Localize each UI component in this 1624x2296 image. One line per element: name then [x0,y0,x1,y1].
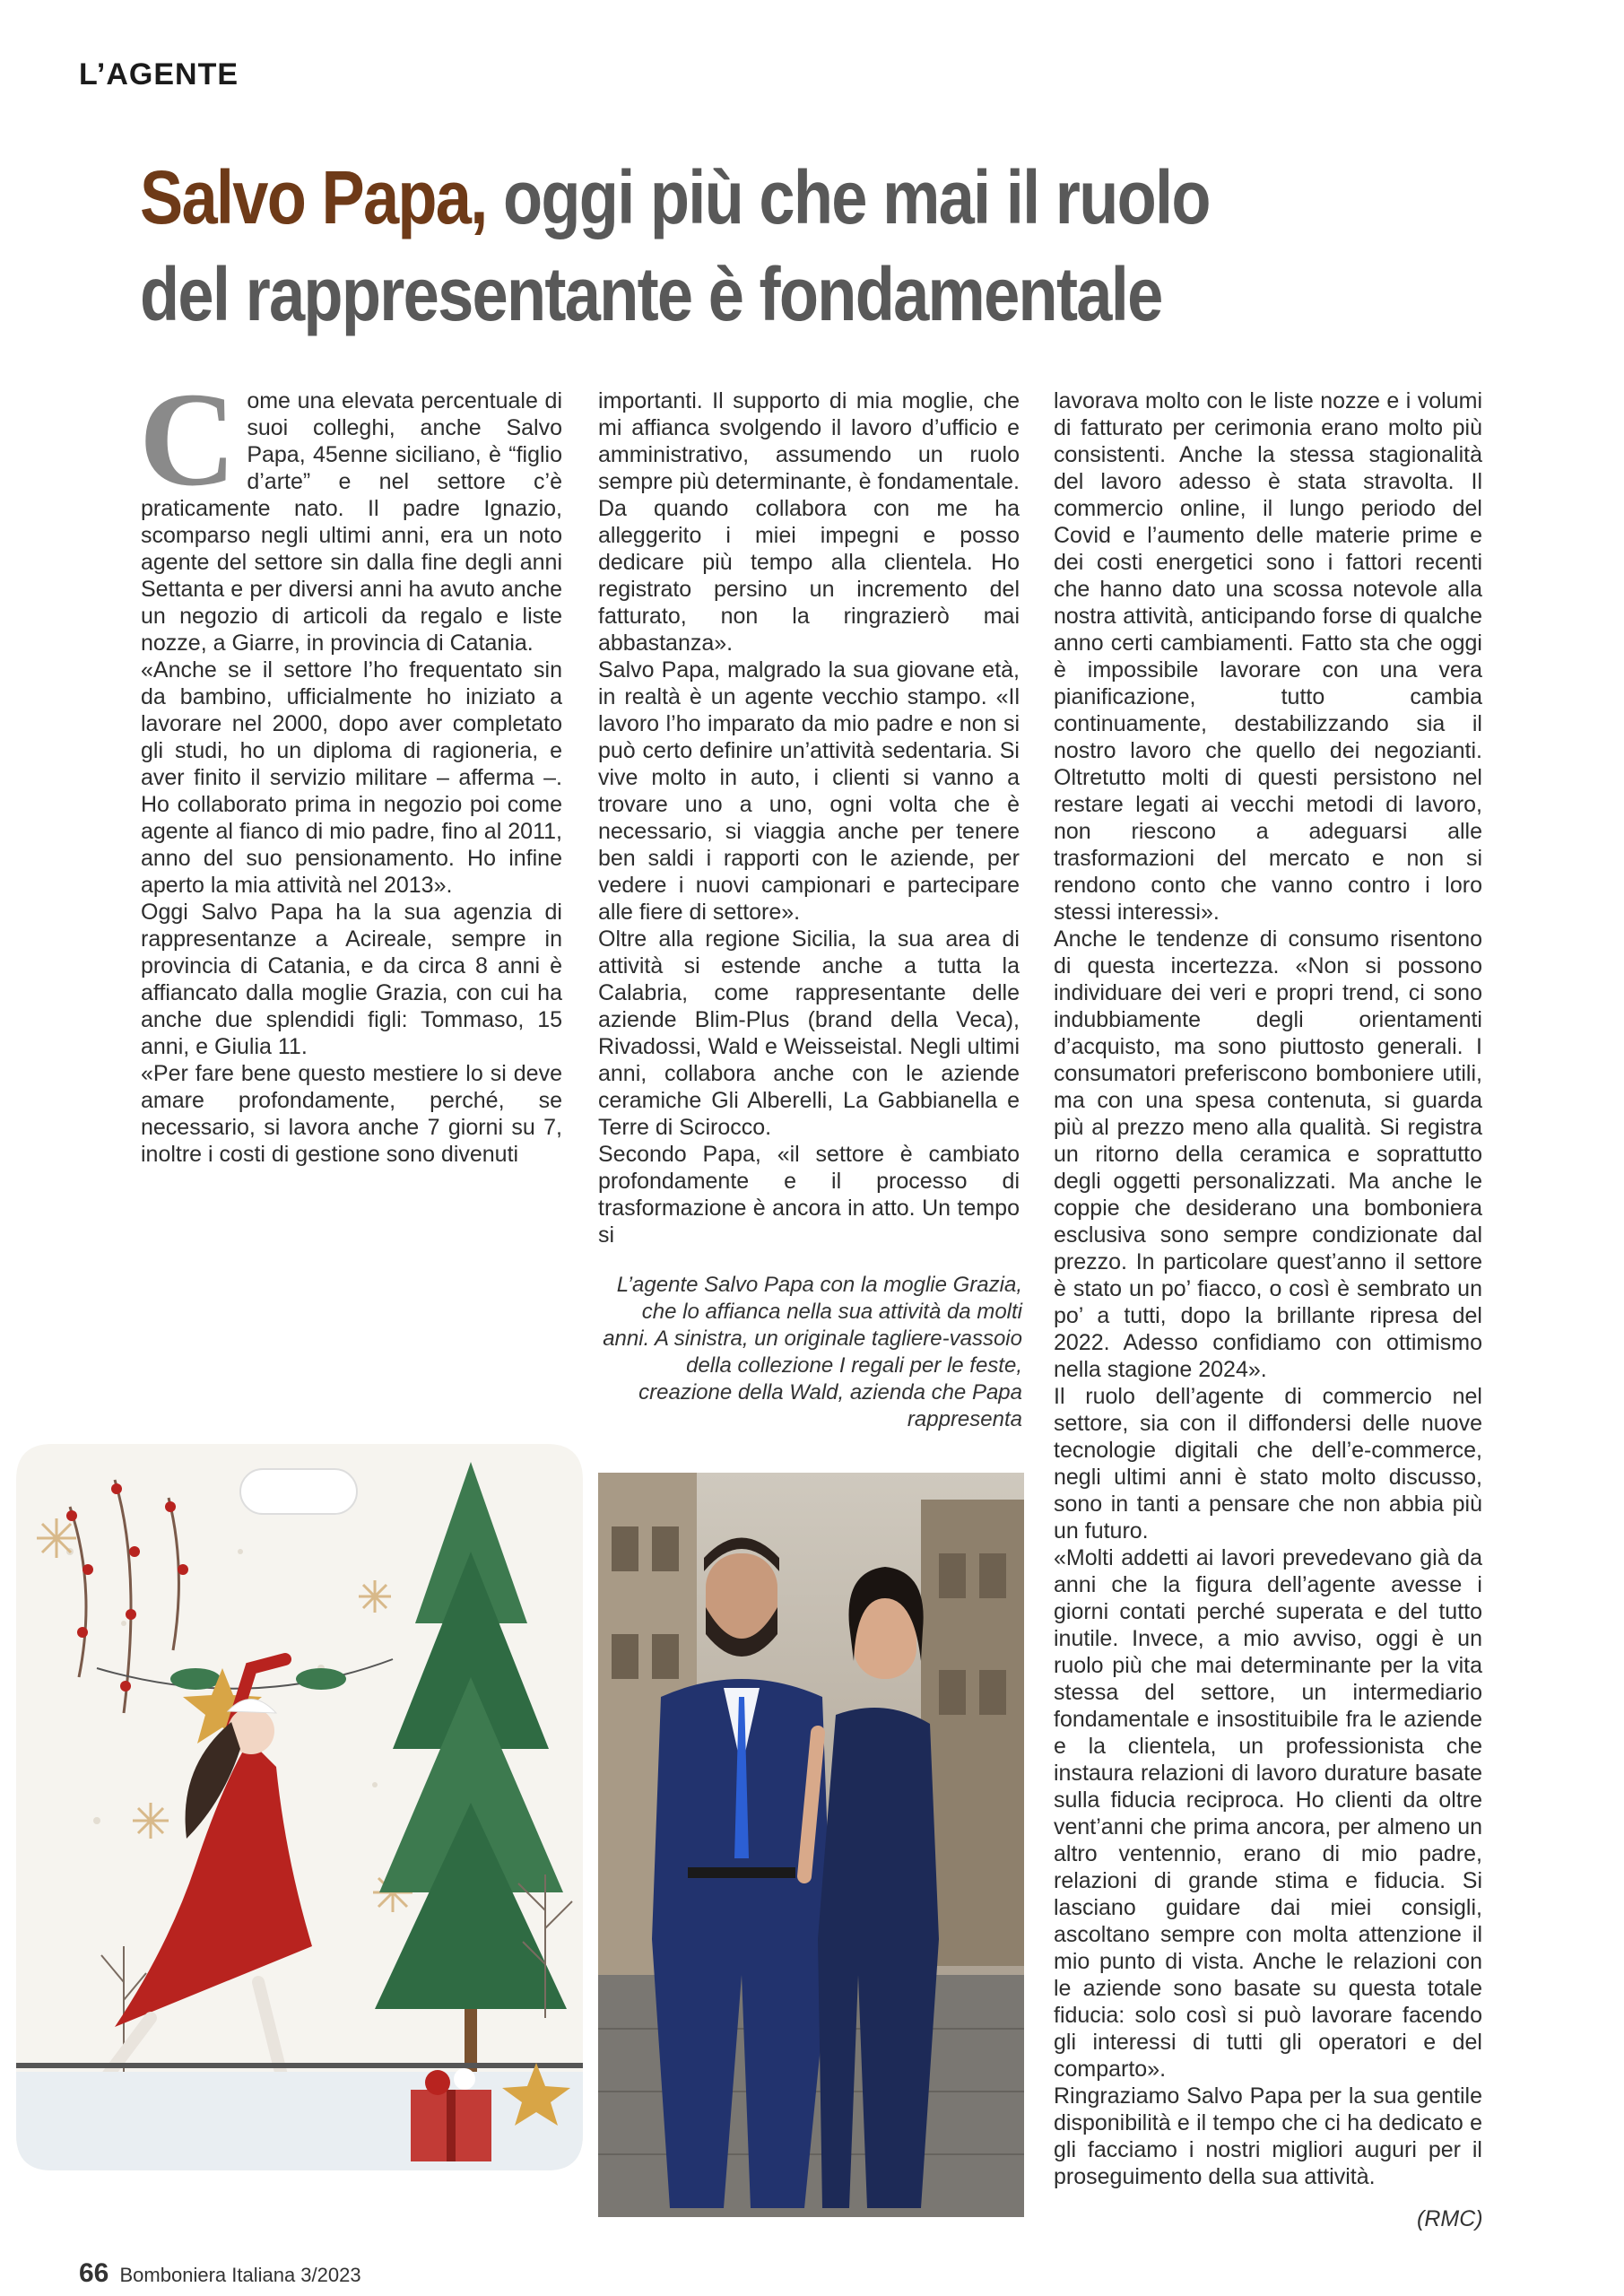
article-column-2 [598,387,1020,1248]
page-footer [79,2258,361,2289]
paragraph: Il ruolo dell’agente di commercio nel settore, sia con il diffondersi delle nuove tecnologie digitali che dell’e-commerce, negli ultimi anni è stato molto discusso, sono in tanti a pensare che non abbia più un futuro. [1054,1384,1482,1544]
paragraph: Oggi Salvo Papa ha la sua agenzia di rappresentanze a Acireale, sempre in provincia di Catania, e da circa 8 anni è affiancato dalla moglie Grazia, con cui ha anche due splendidi figli: Tommaso, 15 anni, e Giulia 11. [141,900,562,1059]
headline-name: Salvo Papa, [140,155,487,239]
paragraph: Oltre alla regione Sicilia, la sua area di attività si estende anche a tutta la Calabria, come rappresentante delle aziende Blim-Plus (brand della Veca), Rivadossi, Wald e Weisseistal. Negli ultimi anni, collabora anche con le aziende ceramiche Gli Alberelli, La Gabbianella e Terre di Scirocco. [598,926,1020,1140]
headline-line1-rest: oggi più che mai il ruolo [486,155,1210,239]
photo-caption: L’agente Salvo Papa con la moglie Grazia, che lo affianca nella sua attività da molti anni. A sinistra, un originale tagliere-vassoio della collezione I regali per le feste, creazione della Wald, azienda che Papa rappresenta [603,1273,1022,1431]
paragraph: «Anche se il settore l’ho frequentato sin da bambino, ufficialmente ho iniziato a lavorare nel 2000, dopo aver completato gli studi, ho un diploma di ragioneria, e aver finito il servizio militare – afferma –. Ho collaborato prima in negozio poi come agente al fianco di mio padre, fino al 2011, anno del suo pensionamento. Ho infine aperto la mia attività nel 2013». [141,657,562,898]
article-headline [140,149,1343,343]
author-signature: (RMC) [1417,2206,1483,2231]
cutting-board-illustration [16,1444,583,2170]
couple-photo [598,1473,1024,2217]
paragraph: importanti. Il supporto di mia moglie, che mi affianca svolgendo il lavoro d’ufficio e amministrativo, assumendo un ruolo sempre più determinante, è fondamentale. Da quando collabora con me ha alleggerito i miei impegni e posso dedicare più tempo alla clientela. Ho registrato persino un incremento del fatturato, non la ringrazierò mai abbastanza». [598,388,1020,656]
paragraph: Anche le tendenze di consumo risentono di questa incertezza. «Non si possono individuare dei veri e propri trend, ci sono indubbiamente degli orientamenti d’acquisto, ma sono piuttosto generali. I consumatori preferiscono bomboniere utili, ma con una spesa contenuta, si guarda più al prezzo meno alla qualità. Si registra un ritorno della ceramica e soprattutto degli oggetti personalizzati. Ma anche le coppie che desiderano una bomboniera esclusiva sono sempre condizionate dal prezzo. In particolare quest’anno il settore è stato un po’ fiacco, o così è sembrato un po’ a tutti, dopo la brillante ripresa del 2022. Adesso confidiamo con ottimismo nella stagione 2024». [1054,926,1482,1382]
paragraph: Secondo Papa, «il settore è cambiato profondamente e il processo di trasformazione è ancora in atto. Un tempo si [598,1142,1020,1248]
paragraph: lavorava molto con le liste nozze e i volumi di fatturato per cerimonia erano molto più consistenti. Anche la stessa stagionalità del lavoro adesso è stata stravolta. Il commercio online, il lungo periodo del Covid e l’aumento delle materie prime e dei costi energetici sono i fattori recenti che hanno dato una scossa notevole alla nostra attività, anticipando forse di qualche anno certi cambiamenti. Fatto sta che oggi è impossibile lavorare con una vera pianificazione, tutto cambia continuamente, destabilizzando sia il nostro lavoro che quello dei negozianti. Oltretutto molti di questi persistono nel restare legati ai vecchi metodi di lavoro, non riescono a adeguarsi alle trasformazioni del mercato e non si rendono conto che vanno contro i loro stessi interessi». [1054,388,1482,925]
headline-line2: del rappresentante è fondamentale [140,252,1162,336]
paragraph: Ringraziamo Salvo Papa per la sua gentile disponibilità e il tempo che ci ha dedicato e gli facciamo i nostri migliori auguri per il proseguimento della sua attività. [1054,2083,1482,2189]
paragraph: «Per fare bene questo mestiere lo si deve amare profondamente, perché, se necessario, si lavora anche 7 giorni su 7, inoltre i costi di gestione sono divenuti [141,1061,562,1167]
page-number: 66 [79,2258,109,2288]
drop-cap: C [139,365,237,514]
publication-name: Bomboniera Italiana 3/2023 [119,2264,361,2286]
paragraph: Salvo Papa, malgrado la sua giovane età, in realtà è un agente vecchio stampo. «Il lavoro l’ho imparato da mio padre e non si può certo definire un’attività sedentaria. Si vive molto in auto, i clienti si vanno a trovare uno a uno, ogni volta che è necessario, si viaggia anche per tenere ben saldi i rapporti con le aziende, per vedere i nuovi campionari e partecipare alle fiere di settore». [598,657,1020,925]
paragraph: «Molti addetti ai lavori prevedevano già da anni che la figura dell’agente avesse i giorni contati perché superata e del tutto inutile. Invece, a mio avviso, oggi è un ruolo più che mai determinante per la vita stessa del settore, un intermediario fondamentale e insostituibile fra le aziende e la clientela, un professionista che instaura relazioni di lavoro durature basate sulla fiducia reciproca. Ho clienti da oltre vent’anni che prima ancora, per almeno un altro ventennio, erano di mio padre, relazioni di grande stima e fiducia. Si lasciano guidare dai miei consigli, ascoltano sempre con molta attenzione il mio punto di vista. Anche le relazioni con le aziende sono basate su questa totale fiducia: solo così si può lavorare facendo gli interessi di tutti gli operatori e del comparto». [1054,1545,1482,2082]
section-label: L’AGENTE [79,57,239,91]
article-column-1 [139,365,562,1168]
paragraph: ome una elevata percentuale di suoi colleghi, anche Salvo Papa, 45enne siciliano, è “figlio d’arte” e nel settore c’è praticamente nato. Il padre Ignazio, scomparso negli ultimi anni, era un noto agente del settore sin dalla fine degli anni Settanta e per diversi anni ha avuto anche un negozio di articoli da regalo e liste nozze, a Giarre, in provincia di Catania. [141,388,562,656]
article-column-3 [1054,387,1482,2190]
